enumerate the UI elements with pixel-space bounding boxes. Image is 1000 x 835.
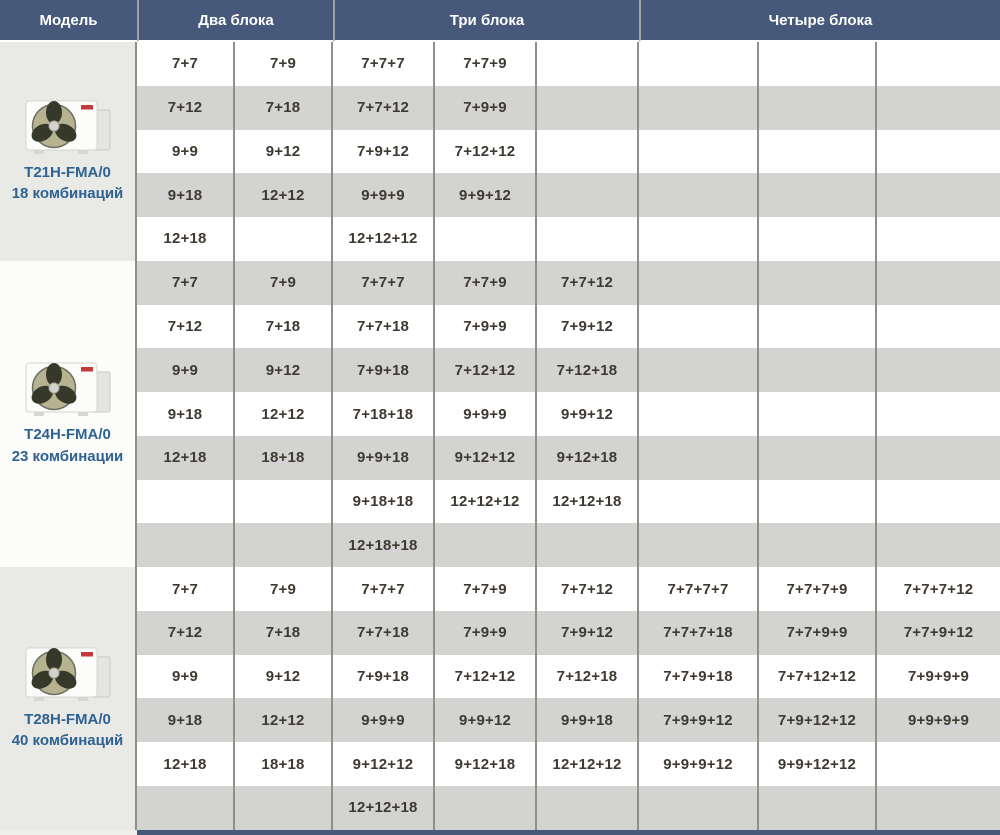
combination-cell: 7+7+7+7 bbox=[639, 567, 759, 611]
combination-cell: 7+9 bbox=[235, 567, 333, 611]
empty-cell bbox=[877, 480, 1000, 524]
combination-cell: 12+18 bbox=[137, 742, 235, 786]
empty-cell bbox=[537, 786, 639, 830]
empty-cell bbox=[137, 480, 235, 524]
empty-cell bbox=[639, 130, 759, 174]
combination-cell: 7+7+12+12 bbox=[759, 655, 877, 699]
empty-cell bbox=[639, 786, 759, 830]
combination-cell: 9+12+18 bbox=[435, 742, 537, 786]
empty-cell bbox=[435, 217, 537, 261]
combination-cell: 7+9+9 bbox=[435, 611, 537, 655]
empty-cell bbox=[639, 173, 759, 217]
combination-cell: 9+18 bbox=[137, 698, 235, 742]
empty-cell bbox=[759, 86, 877, 130]
combination-cell: 9+9+12+12 bbox=[759, 742, 877, 786]
empty-cell bbox=[877, 173, 1000, 217]
combination-cell: 7+7+12 bbox=[537, 261, 639, 305]
combination-cell: 9+9+12 bbox=[435, 698, 537, 742]
empty-cell bbox=[639, 217, 759, 261]
empty-cell bbox=[639, 86, 759, 130]
combination-cell: 7+18 bbox=[235, 86, 333, 130]
table-bottom-bar bbox=[0, 830, 1000, 835]
combination-cell: 9+9+12 bbox=[537, 392, 639, 436]
empty-cell bbox=[877, 742, 1000, 786]
combination-cell: 7+7 bbox=[137, 42, 235, 86]
combination-cell: 7+7+9+18 bbox=[639, 655, 759, 699]
model-combination-count: 18 комбинаций bbox=[11, 185, 124, 203]
combination-cell: 7+12+12 bbox=[435, 655, 537, 699]
empty-cell bbox=[137, 523, 235, 567]
model-combination-count: 23 комбинации bbox=[11, 448, 124, 465]
combination-cell: 9+9+18 bbox=[537, 698, 639, 742]
combination-cell: 12+12 bbox=[235, 698, 333, 742]
combination-cell: 9+12+18 bbox=[537, 436, 639, 480]
model-cell bbox=[0, 42, 137, 261]
table-header-row bbox=[0, 0, 1000, 42]
combination-cell: 7+12+18 bbox=[537, 348, 639, 392]
empty-cell bbox=[639, 348, 759, 392]
combination-cell: 9+9+9 bbox=[435, 392, 537, 436]
empty-cell bbox=[639, 392, 759, 436]
empty-cell bbox=[235, 786, 333, 830]
empty-cell bbox=[137, 786, 235, 830]
empty-cell bbox=[759, 130, 877, 174]
empty-cell bbox=[877, 217, 1000, 261]
combination-cell: 7+9 bbox=[235, 261, 333, 305]
combination-cell: 9+9+9+9 bbox=[877, 698, 1000, 742]
empty-cell bbox=[877, 261, 1000, 305]
combination-cell: 7+9+9+9 bbox=[877, 655, 1000, 699]
combination-cell: 7+9+9 bbox=[435, 86, 537, 130]
combination-cell: 9+9+12 bbox=[435, 173, 537, 217]
empty-cell bbox=[759, 42, 877, 86]
combination-cell: 7+7+9+9 bbox=[759, 611, 877, 655]
combination-cell: 18+18 bbox=[235, 436, 333, 480]
outdoor-unit-icon bbox=[24, 645, 112, 703]
combination-cell: 7+7+9+12 bbox=[877, 611, 1000, 655]
combination-cell: 7+7+7 bbox=[333, 261, 435, 305]
combination-cell: 9+9 bbox=[137, 348, 235, 392]
combination-cell: 7+12 bbox=[137, 305, 235, 349]
empty-cell bbox=[537, 130, 639, 174]
empty-cell bbox=[877, 523, 1000, 567]
model-combination-count: 40 комбинаций bbox=[11, 732, 124, 750]
combination-cell: 12+12 bbox=[235, 392, 333, 436]
empty-cell bbox=[877, 130, 1000, 174]
empty-cell bbox=[877, 42, 1000, 86]
empty-cell bbox=[759, 392, 877, 436]
combination-cell: 7+12 bbox=[137, 86, 235, 130]
combination-cell: 12+18 bbox=[137, 436, 235, 480]
combination-cell: 7+7+7+9 bbox=[759, 567, 877, 611]
combination-cell: 7+9+9+12 bbox=[639, 698, 759, 742]
combination-cell: 7+12 bbox=[137, 611, 235, 655]
combination-cell: 12+12+18 bbox=[537, 480, 639, 524]
empty-cell bbox=[877, 86, 1000, 130]
outdoor-unit-icon bbox=[24, 98, 112, 156]
empty-cell bbox=[639, 436, 759, 480]
combination-cell: 9+18 bbox=[137, 392, 235, 436]
combination-cell: 7+12+18 bbox=[537, 655, 639, 699]
combination-cell: 7+18 bbox=[235, 305, 333, 349]
empty-cell bbox=[759, 261, 877, 305]
empty-cell bbox=[759, 173, 877, 217]
combination-cell: 9+12 bbox=[235, 348, 333, 392]
empty-cell bbox=[639, 261, 759, 305]
empty-cell bbox=[759, 348, 877, 392]
empty-cell bbox=[877, 348, 1000, 392]
empty-cell bbox=[537, 86, 639, 130]
combination-cell: 12+18 bbox=[137, 217, 235, 261]
combination-cell: 7+7+7 bbox=[333, 567, 435, 611]
combination-cell: 7+7+9 bbox=[435, 567, 537, 611]
empty-cell bbox=[877, 392, 1000, 436]
combination-cell: 7+9+12+12 bbox=[759, 698, 877, 742]
combination-cell: 7+9+18 bbox=[333, 655, 435, 699]
header-cell-model: Модель bbox=[0, 0, 137, 42]
table-body bbox=[0, 42, 1000, 830]
header-cell-four-units: Четыре блока bbox=[639, 0, 1000, 42]
empty-cell bbox=[759, 523, 877, 567]
combination-cell: 9+18+18 bbox=[333, 480, 435, 524]
combination-cell: 7+9+12 bbox=[537, 305, 639, 349]
empty-cell bbox=[759, 305, 877, 349]
empty-cell bbox=[235, 523, 333, 567]
outdoor-unit-icon bbox=[24, 360, 112, 418]
empty-cell bbox=[537, 42, 639, 86]
empty-cell bbox=[639, 42, 759, 86]
combination-cell: 7+12+12 bbox=[435, 348, 537, 392]
combination-cell: 7+18+18 bbox=[333, 392, 435, 436]
combination-cell: 7+7+18 bbox=[333, 305, 435, 349]
model-cell bbox=[0, 261, 137, 567]
combination-cell: 7+7+12 bbox=[333, 86, 435, 130]
header-cell-three-units: Три блока bbox=[333, 0, 639, 42]
model-name: T28H-FMA/0 bbox=[24, 710, 111, 728]
combination-cell: 9+9+9+12 bbox=[639, 742, 759, 786]
combination-cell: 7+9 bbox=[235, 42, 333, 86]
empty-cell bbox=[639, 305, 759, 349]
combination-cell: 9+12+12 bbox=[435, 436, 537, 480]
empty-cell bbox=[877, 436, 1000, 480]
combination-cell: 7+9+9 bbox=[435, 305, 537, 349]
model-name: T21H-FMA/0 bbox=[24, 163, 111, 181]
combination-cell: 7+7 bbox=[137, 567, 235, 611]
combination-cell: 9+18 bbox=[137, 173, 235, 217]
combination-cell: 7+9+12 bbox=[537, 611, 639, 655]
combination-cell: 9+9+9 bbox=[333, 698, 435, 742]
empty-cell bbox=[877, 305, 1000, 349]
empty-cell bbox=[759, 786, 877, 830]
empty-cell bbox=[435, 786, 537, 830]
combination-cell: 7+7+7+18 bbox=[639, 611, 759, 655]
empty-cell bbox=[759, 436, 877, 480]
combination-cell: 9+9 bbox=[137, 655, 235, 699]
combination-cell: 9+12 bbox=[235, 130, 333, 174]
combination-cell: 7+7+12 bbox=[537, 567, 639, 611]
combination-cell: 7+7+9 bbox=[435, 42, 537, 86]
empty-cell bbox=[759, 480, 877, 524]
empty-cell bbox=[537, 217, 639, 261]
combination-cell: 12+12+12 bbox=[333, 217, 435, 261]
empty-cell bbox=[537, 173, 639, 217]
bottom-bar-navy-segment bbox=[137, 830, 1000, 835]
combination-cell: 7+9+18 bbox=[333, 348, 435, 392]
empty-cell bbox=[235, 217, 333, 261]
combination-cell: 9+12 bbox=[235, 655, 333, 699]
empty-cell bbox=[639, 523, 759, 567]
empty-cell bbox=[877, 786, 1000, 830]
combination-cell: 9+9 bbox=[137, 130, 235, 174]
combination-cell: 7+7+9 bbox=[435, 261, 537, 305]
empty-cell bbox=[537, 523, 639, 567]
empty-cell bbox=[235, 480, 333, 524]
empty-cell bbox=[759, 217, 877, 261]
combination-cell: 12+12+12 bbox=[537, 742, 639, 786]
combination-cell: 7+12+12 bbox=[435, 130, 537, 174]
combination-cell: 7+7+7+12 bbox=[877, 567, 1000, 611]
combination-cell: 12+12+12 bbox=[435, 480, 537, 524]
model-cell bbox=[0, 567, 137, 830]
model-name: T24H-FMA/0 bbox=[24, 426, 111, 444]
combination-cell: 9+12+12 bbox=[333, 742, 435, 786]
combination-cell: 7+7+18 bbox=[333, 611, 435, 655]
combination-cell: 18+18 bbox=[235, 742, 333, 786]
empty-cell bbox=[639, 480, 759, 524]
header-cell-two-units: Два блока bbox=[137, 0, 333, 42]
combination-cell: 12+12+18 bbox=[333, 786, 435, 830]
combination-cell: 9+9+18 bbox=[333, 436, 435, 480]
combination-cell: 7+18 bbox=[235, 611, 333, 655]
bottom-bar-left-segment bbox=[0, 830, 137, 835]
combination-cell: 7+7+7 bbox=[333, 42, 435, 86]
combination-cell: 12+18+18 bbox=[333, 523, 435, 567]
empty-cell bbox=[435, 523, 537, 567]
combination-cell: 12+12 bbox=[235, 173, 333, 217]
combination-cell: 7+9+12 bbox=[333, 130, 435, 174]
combination-cell: 7+7 bbox=[137, 261, 235, 305]
combination-cell: 9+9+9 bbox=[333, 173, 435, 217]
